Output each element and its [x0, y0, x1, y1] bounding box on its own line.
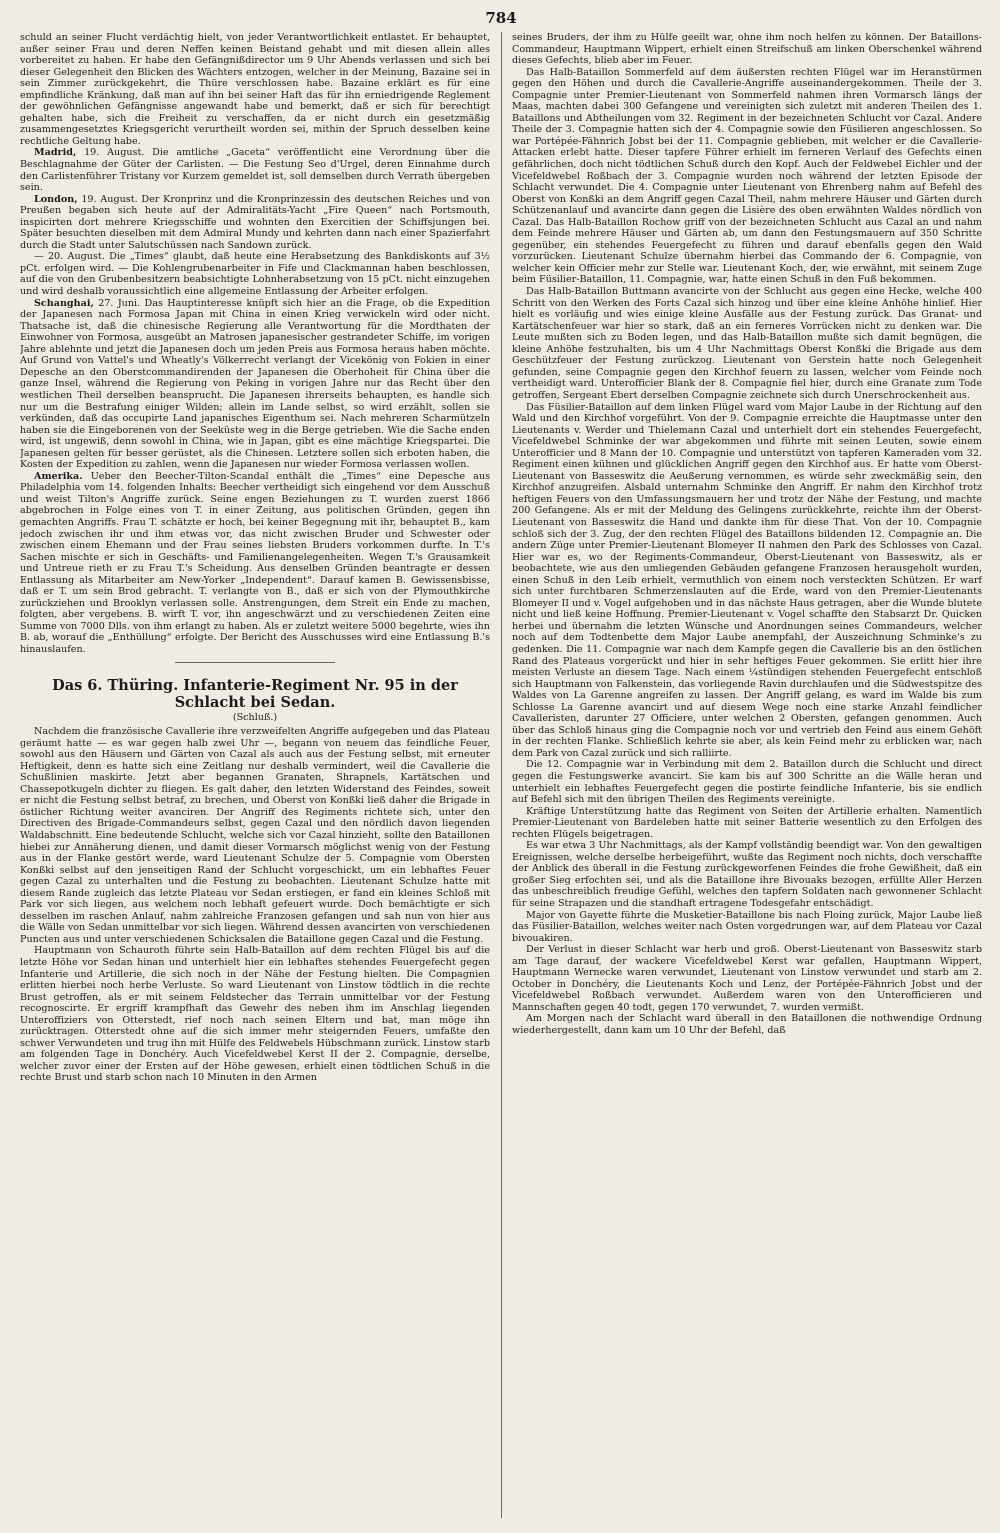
sedan-paragraph: Der Verlust in dieser Schlacht war herb und groß. Oberst-Lieutenant von Basseswitz starb am Tage darauf, der wackere Vicefeldwebel Kerst war gefallen, Hauptmann Wippert, Hauptmann Wernecke waren verwundet, Lieutenant von Linstow verwundet und starb am 2. October in Donchéry, die Lieutenants Koch und Lenz, der Portépée-Fähnrich Jobst und der Vicefeldwebel Roßbach verwundet. Außerdem waren von den Unterofficieren und Mannschaften gegen 40 todt, gegen 170 verwundet, 7. wurden vermißt.: [512, 944, 982, 1013]
left-column: [20, 32, 490, 1518]
shanghai-news: [20, 298, 490, 471]
page-number: 784: [485, 9, 517, 27]
sedan-paragraph: Das Halb-Bataillon Sommerfeld auf dem äußersten rechten Flügel war im Heranstürmen gegen den Höhen und durch die Cavallerie-Angriffe auseinandergekommen. Theile der 3. Compagnie unter Premier-Lieutenant von Sommerfeld nahmen ihren Vormarsch längs der Maas, machten dabei 300 Gefangene und vereinigten sich zuletzt mit anderen Theilen des 1. Bataillons und Abtheilungen vom 32. Regiment in der bezeichneten Schlucht vor Cazal. Andere Theile der 3. Compagnie hatten sich der 4. Compagnie sowie den Füsilieren angeschlossen. So war Portépée-Fähnrich Jobst bei der 11. Compagnie geblieben, mit welcher er die Cavallerie-Attacken erlebt hatte. Dieser tapfere Führer erhielt im ferneren Verlauf des Gefechts einen gefährlichen, doch nicht tödtlichen Schuß durch den Kopf. Auch der Feldwebel Eichler und der Vicefeldwebel Roßbach der 3. Compagnie wurden noch während der letzten Episode der Schlacht verwundet. Die 4. Compagnie unter Lieutenant von Ehrenberg nahm auf Befehl des Oberst von Konßki an dem Angriff gegen Cazal Theil, nahm mehrere Häuser und Gärten durch Schützenanlauf und avancirte dann gegen die Lisière des oben erwähnten Waldes nördlich von Cazal. Das Halb-Bataillon Rochow griff von der bezeichneten Schlucht aus Cazal an und nahm dem Feinde mehrere Häuser und Gärten ab, um dann den Festungsmauern auf 350 Schritte gegenüber, ein stehendes Feuergefecht zu führen und darauf ebenfalls gegen den Wald vorzurücken. Lieutenant Schulze übernahm hierbei das Commando der 6. Compagnie, von welcher kein Officier mehr zur Stelle war. Lieutenant Koch, der, wie erwähnt, mit seinem Zuge beim Füsilier-Bataillon, 11. Compagnie, war, hatte einen Schuß in den Fuß bekommen.: [512, 66, 982, 286]
sedan-paragraph: Kräftige Unterstützung hatte das Regiment von Seiten der Artillerie erhalten. Namentlich Premier-Lieutenant von Bardeleben hatte mit seiner Batterie wesentlich zu den Erfolgen des rechten Flügels beigetragen.: [512, 805, 982, 840]
sedan-paragraph: Das Halb-Bataillon Buttmann avancirte von der Schlucht aus gegen eine Hecke, welche 400 Schritt von den Werken des Forts Cazal sich hinzog und über eine kleine Anhöhe hinlief. Hier hielt es vorläufig und wies einige kleine Ausfälle aus der Festung zurück. Das Granat- und Kartätschenfeuer war hier so stark, daß an ein ferneres Vorrücken nicht zu denken war. Die Leute mußten sich zu Boden legen, und das Halb-Bataillon mußte sich damit begnügen, die kleine Anhöhe festzuhalten, bis um 4 Uhr Nachmittags Oberst Konßki die Brigade aus dem Geschützfeuer der Festung zurückzog. Lieutenant von Gerstein hatte noch Gelegenheit gefunden, seine Compagnie gegen den Kirchhof feuern zu lassen, welcher vom Feinde noch vertheidigt ward. Unterofficier Blank der 8. Compagnie fiel hier, durch eine Granate zum Tode getroffen, Sergeant Ebert derselben Compagnie zeichnete sich durch Unerschrockenheit aus.: [512, 286, 982, 401]
madrid-dateline: Madrid,: [34, 147, 77, 159]
article-heading: Das 6. Thüring. Infanterie-Regiment Nr. 95 in der Schlacht bei Sedan.: [52, 676, 458, 711]
madrid-text: 19. August. Die amtliche „Gaceta“ veröffentlicht eine Verordnung über die Beschlagnahme der Güter der Carlisten. — Die Festung Seo d'Urgel, deren Einnahme durch den Carlistenführer Tristany vor Kurzem gemeldet ist, soll demselben durch Verrath übergeben sein.: [20, 147, 490, 194]
columns: [20, 32, 982, 1518]
london-text: 19. August. Der Kronprinz und die Kronprinzessin des deutschen Reiches und von Preußen begaben sich heute auf der Admiralitäts-Yacht „Fire Queen“ nach Portsmouth, inspicirten dort mehrere Kriegsschiffe und wohnten den Exercitien der Schiffsjungen bei. Später besuchten dieselben mit dem Admiral Mundy und kehrten dann nach einer Spazierfahrt durch die Stadt unter Salutschüssen nach Sandown zurück.: [20, 193, 490, 251]
bazaine-article: schuld an seiner Flucht verdächtig hielt, von jeder Verantwortlichkeit entlastet. Er behauptet, außer seiner Frau und deren Neffen keinen Beistand gehabt und mit diesen allein alles vorbereitet zu haben. Er habe den Gefängnißdirector um 9 Uhr Abends verlassen und sich bei dieser Gelegenheit den Blicken des Wächters entzogen, welcher in der Meinung, Bazaine sei in sein Zimmer zurückgekehrt, die Thüre verschlossen habe. Bazaine erklärt es für eine empfindliche Kränkung, daß man auf ihn bei seiner Haft das für ihn erniedrigende Reglement der gewöhnlichen Gefängnisse angewandt habe und bemerkt, daß er sich für berechtigt gehalten habe, sich die Freiheit zu verschaffen, da er nicht durch ein gesetzmäßig zusammengesetztes Kriegsgericht verurtheilt worden sei, mithin der Spruch desselben keine rechtliche Geltung habe.: [20, 32, 490, 147]
sedan-paragraph: Das Füsilier-Bataillon auf dem linken Flügel ward vom Major Laube in der Richtung auf den Wald und den Kirchhof vorgeführt. Von der 9. Compagnie erreichte die Hauptmasse unter den Lieutenants v. Werder und Thielemann Cazal und unterhielt dort ein stehendes Feuergefecht, Vicefeldwebel Schminke der war abgekommen und führte mit seinen Leuten, sowie einem Unterofficier und 8 Mann der 10. Compagnie und unterstützt von tapferen Kameraden vom 32. Regiment einen kühnen und glücklichen Angriff gegen den Kirchhof aus. Er hatte vom Oberst-Lieutenant von Basseswitz die Aeußerung vernommen, es würde sehr zweckmäßig sein, den Kirchhof anzugreifen. Alsbald unternahm Schminke den Angriff. Er nahm den Kirchhof trotz heftigen Feuers von den Umfassungsmauern her und trotz der Nähe der Festung, und machte 200 Gefangene. Als er mit der Meldung des Gelingens zurückkehrte, reichte ihm der Oberst-Lieutenant von Basseswitz die Hand und dankte ihm für diese That. Von der 10. Compagnie schloß sich der 3. Zug, der den rechten Flügel des Bataillons bildenden 12. Compagnie an. Die andern Züge unter Premier-Lieutenant Blomeyer II nahmen den Park des Schlosses von Cazal. Hier war es, wo der Regiments-Commandeur, Oberst-Lieutenant von Basseswitz, als er beobachtete, wie aus den umliegenden Gebäuden gefangene Franzosen herausgeholt wurden, einen Schuß in den Leib erhielt, vermuthlich von einem noch versteckten Schützen. Er warf sich unter furchtbaren Schmerzenslauten auf die Erde, ward von den Premier-Lieutenants Blomeyer II und v. Vogel aufgehoben und in das nächste Haus getragen, aber die Wunde blutete nicht und ließ keine Hoffnung. Premier-Lieutenant v. Vogel schaffte den Stabsarzt Dr. Quicken herbei und übernahm die letzten Wünsche und Anordnungen seines Commandeurs, welcher noch auf dem Todtenbette dem Major Laube anempfahl, der Auszeichnung Schminke's zu gedenken. Die 11. Compagnie war nach dem Kampfe gegen die Cavallerie bis an den östlichen Rand des Plateaus vorgerückt und hier in sehr heftiges Feuer gekommen. Sie erlitt hier ihre meisten Verluste an diesem Tage. Nach einem ¼stündigen stehenden Feuergefecht entschloß sich Hauptmann von Falkenstein, das vorliegende Ravin durchlaufen und die Südwestspitze des Waldes von La Garenne angreifen zu lassen. Der Angriff gelang, es ward im Walde bis zum Schlosse La Garenne avancirt und auf diesem Wege noch eine starke Anzahl feindlicher Cavalleristen, darunter 27 Officiere, unter welchen 2 Obersten, gefangen genommen. Auch über das Schloß hinaus ging die Compagnie noch vor und vertrieb den Feind aus einem Gehöft in der rechten Flanke. Schließlich kehrte sie aber, als kein Feind mehr zu erblicken war, nach dem Park von Cazal zurück und sich ralliirte.: [512, 401, 982, 759]
sedan-paragraph: Major von Gayette führte die Musketier-Bataillone bis nach Floing zurück, Major Laube ließ das Füsilier-Bataillon, welches weiter nach Osten vorgedrungen war, auf dem Plateau vor Cazal bivouakiren.: [512, 909, 982, 944]
right-column: [512, 32, 982, 1518]
sedan-paragraph: Es war etwa 3 Uhr Nachmittags, als der Kampf vollständig beendigt war. Von den gewaltigen Ereignissen, welche derselbe herbeigeführt, wußte das Regiment noch nichts, doch verschaffte der Anblick des überall in die Festung zurückgeworfenen Feindes die frohe Gewißheit, daß ein großer Sieg erfochten sei, und als die Bataillone ihre Bivouaks bezogen, erfüllte Aller Herzen das unbeschreiblich freudige Gefühl, welches den tapfern Soldaten nach gewonnener Schlacht für seine Strapazen und die standhaft ertragene Todesgefahr entschädigt.: [512, 840, 982, 910]
london-news: [20, 194, 490, 252]
shanghai-dateline: Schanghai,: [34, 297, 94, 309]
america-news: [20, 471, 490, 656]
shanghai-text: 27. Juni. Das Hauptinteresse knüpft sich hier an die Frage, ob die Expedition der Japanesen nach Formosa Japan mit China in einen Krieg verwickeln wird oder nicht. Thatsache ist, daß die chinesische Regierung alle Verantwortung für die Mordthaten der Einwohner von Formosa, ausgeübt an Matrosen japanesischer gestrandeter Schiffe, im vorigen Jahre ablehnte und jetzt die Japanesen doch um jeden Preis aus Formosa heraus haben möchte. Auf Grund von Vattel's und Wheatly's Völkerrecht verlangt der Vicekönig von Fokien in einer Depesche an den Oberstcommandirenden der Japanesen die Oberhoheit für China über die ganze Insel, während die Regierung von Peking in vorigen Jahre nur das Recht über den westlichen Theil derselben beansprucht. Die Japanesen ihrerseits behaupten, es handle sich nur um die Bestrafung einiger Wilden; allein im Lande selbst, so wird erzählt, sollen sie verkünden, daß das occupirte Land japanisches Eigenthum sei. Nach mehreren Scharmützeln haben sie die Eingeborenen von der Seeküste weg in die Berge getrieben. Wie die Sache enden wird, ist ungewiß, denn sowohl in China, wie in Japan, gibt es eine mächtige Kriegspartei. Die Japanesen gelten für besser gerüstet, als die Chinesen. Letztere sollen sich erboten haben, die Kosten der Expedition zu zahlen, wenn die Japanesen nur wieder Formosa verlassen wollen.: [20, 297, 490, 471]
sedan-paragraph: Hauptmann von Schauroth führte sein Halb-Bataillon auf dem rechten Flügel bis auf die letzte Höhe vor Sedan hinan und unterhielt hier ein lebhaftes stehendes Feuergefecht gegen Infanterie und Artillerie, die sich noch in der Nähe der Festung hielten. Die Compagnien erlitten hierbei noch herbe Verluste. So ward Lieutenant von Linstow tödtlich in die rechte Brust getroffen, als er mit seinem Feldstecher das Terrain unmittelbar vor der Festung recognoscirte. Er ergriff krampfhaft das Gewehr des neben ihm im Anschlag liegenden Unteroffiziers von Otterstedt, rief noch nach seinen Eltern und bat, man möge ihn zurücktragen. Otterstedt ohne auf die sich immer mehr steigernden Feuers, umfaßte den schwer Verwundeten und trug ihn mit Hülfe des Feldwebels Hübschmann zurück. Linstow starb am folgenden Tage in Donchéry. Auch Vicefeldwebel Kerst II der 2. Compagnie, derselbe, welcher zuvor einer der Ersten auf der Höhe gewesen, erhielt einen tödtlichen Schuß in die rechte Brust und starb schon nach 10 Minuten in den Armen: [20, 945, 490, 1084]
london-news-continued: — 20. August. Die „Times“ glaubt, daß heute eine Herabsetzung des Bankdiskonts auf 3½ pCt. erfolgen wird. — Die Kohlengrubenarbeiter in Fife und Clackmannan haben beschlossen, auf die von den Grubenbesitzern beabsichtigte Lohnherabsetzung von 15 pCt. nicht einzugehen und wird deshalb voraussichtlich eine allgemeine Entlassung der Arbeiter erfolgen.: [20, 251, 490, 298]
sedan-paragraph: Am Morgen nach der Schlacht ward überall in den Bataillonen die nothwendige Ordnung wiederhergestellt, dann kam um 10 Uhr der Befehl, daß: [512, 1013, 982, 1037]
london-dateline: London,: [34, 193, 78, 205]
madrid-news: [20, 147, 490, 193]
article-subheading: (Schluß.): [232, 711, 278, 723]
sedan-paragraph: Die 12. Compagnie war in Verbindung mit dem 2. Bataillon durch die Schlucht und direct gegen die Festungswerke avancirt. Sie kam bis auf 300 Schritte an die Wälle heran und unterhielt ein lebhaftes Feuergefecht gegen die postirte feindliche Infanterie, bis sie endlich auf Befehl sich mit den übrigen Theilen des Regiments vereinigte.: [512, 759, 982, 806]
america-text: Ueber den Beecher-Tilton-Scandal enthält die „Times“ eine Depesche aus Philadelphia vom 14. folgenden Inhalts: Beecher vertheidigt sich eingehend vor dem Ausschuß und weist Tilton's Angriffe zurück. Seine engen Beziehungen zu T. wurden zuerst 1866 abgebrochen in Folge eines von T. in einer Zeitung, aus politischen Gründen, gegen ihn gemachten Angriffs. Frau T. schätzte er hoch, bei keiner Begegnung mit ihr, behauptet B., kam jedoch zwischen ihr und ihm etwas vor, das nicht zwischen Bruder und Schwester oder zwischen einem Ehemann und der Frau seines liebsten Bruders vorkommen durfte. In T.'s Sachen mischte er sich in Geschäfts- und Familienangelegenheiten. Wegen T.'s Grausamkeit und Untreue rieth er zu Frau T.'s Scheidung. Aus denselben Gründen beantragte er dessen Entlassung als Mitarbeiter am New-Yorker „Independent“. Darauf kamen B. Gewissensbisse, daß er T. um sein Brod gebracht. T. verlangte von B., daß er sich von der Plymouthkirche zurückziehen und Brooklyn verlassen solle. Anstrengungen, dem Streit ein Ende zu machen, folgten, aber vergebens. B. wirft T. vor, ihn angeschwärzt und zu verschiedenen Zeiten eine Summe von 7000 Dlls. von ihm erlangt zu haben. Als er zuletzt weitere 5000 begehrte, wies ihn B. ab, worauf die „Enthüllung“ erfolgte. Der Bericht des Ausschusses wird eine Entlassung B.'s hinauslaufen.: [20, 470, 490, 655]
sedan-paragraph: Nachdem die französische Cavallerie ihre verzweifelten Angriffe aufgegeben und das Plateau geräumt hatte — es war gegen halb zwei Uhr —, begann von neuem das feindliche Feuer, sowohl aus den Häusern und Gärten von Cazal als auch aus der Festung selbst, mit erneuter Heftigkeit, denn es hatte sich eine Zeitlang nur deshalb vermindert, weil die Cavallerie die Schußlinien maskirte. Jetzt aber begannen Granaten, Shrapnels, Kartätschen und Chassepotkugeln dichter zu fliegen. Es galt daher, den letzten Widerstand des Feindes, soweit er nicht die Festung selbst betraf, zu brechen, und Oberst von Konßki ließ daher die Brigade in östlicher Richtung weiter avanciren. Der Angriff des Regiments richtete sich, unter den Directiven des Brigade-Commandeurs selbst, gegen Cazal und den nördlich davon liegenden Waldabschnitt. Eine bedeutende Schlucht, welche sich vor Cazal hinzieht, sollte den Bataillonen hiebei zur Annäherung dienen, und damit dieser Vormarsch möglichst wenig von der Festung aus in der Flanke gestört werde, ward Lieutenant Schulze der 5. Compagnie vom Obersten Konßki selbst auf den jenseitigen Rand der Schlucht vorgeschickt, um ein lebhaftes Feuer gegen Cazal zu unterhalten und die Festung zu beobachten. Lieutenant Schulze hatte mit diesem Rande zugleich das letzte Plateau vor Sedan erstiegen, er fand ein kleines Schloß mit Park vor sich liegen, aus welchem noch lebhaft gefeuert wurde. Doch bemächtigte er sich desselben im raschen Anlauf, nahm zahlreiche Franzosen gefangen und sah nun von hier aus die Wälle von Sedan unmittelbar vor sich liegen. Während dessen avancirten von verschiedenen Puncten aus und unter verschiedenen Schicksalen die Bataillone gegen Cazal und die Festung.: [20, 726, 490, 945]
america-dateline: Amerika.: [34, 470, 83, 482]
sedan-paragraph: seines Bruders, der ihm zu Hülfe geeilt war, ohne ihm noch helfen zu können. Der Bataillons-Commandeur, Hauptmann Wippert, erhielt einen Streifschuß am linken Oberschenkel während dieses Gefechts, blieb aber im Feuer.: [512, 32, 982, 67]
section-divider: [175, 662, 335, 663]
column-rule: [501, 32, 502, 1518]
